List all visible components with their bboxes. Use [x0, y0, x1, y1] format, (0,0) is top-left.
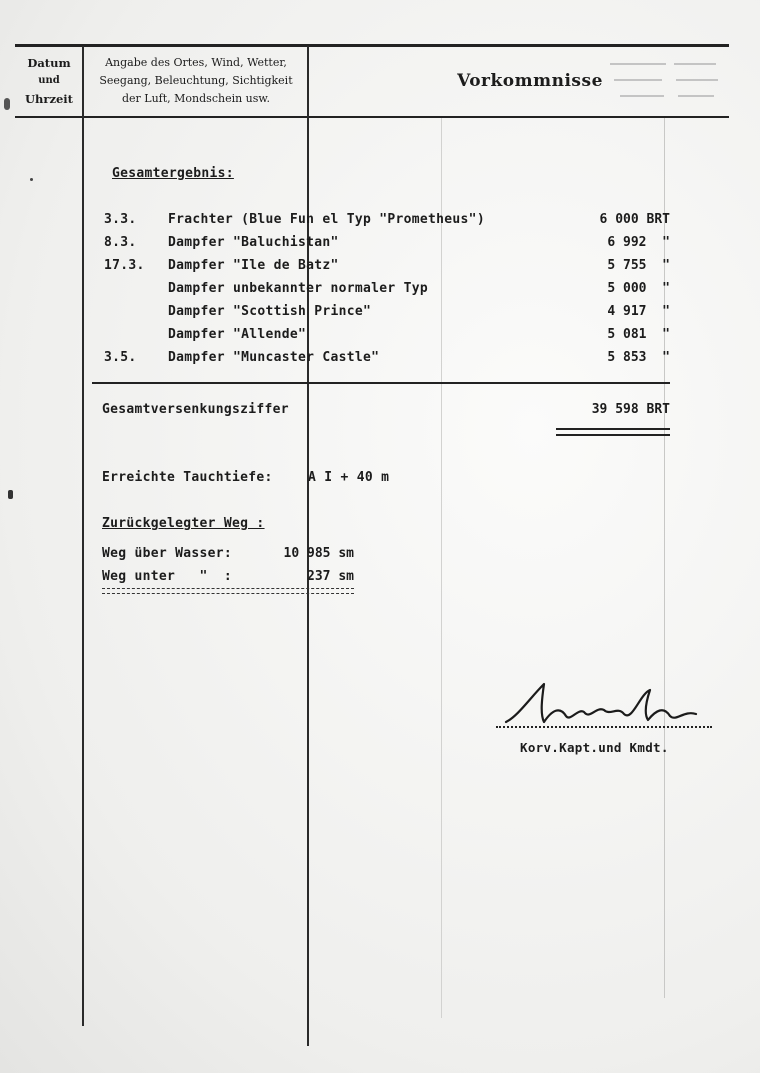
depth-label: Erreichte Tauchtiefe:	[102, 470, 273, 485]
column-divider-date	[82, 46, 84, 1026]
scan-speck	[4, 98, 10, 110]
row-date: 3.3.	[104, 212, 137, 227]
row-tonnage: 6 000 BRT	[599, 212, 670, 227]
header-date-line-3: Uhrzeit	[25, 92, 73, 106]
header-date-line-2: und	[38, 75, 60, 86]
scan-speck	[30, 178, 33, 181]
header-date-line-1: Datum	[27, 56, 71, 70]
total-double-rule-2	[556, 434, 670, 436]
row-tonnage: 5 081 "	[607, 327, 670, 342]
column-divider-faint	[441, 118, 442, 1018]
row-description: Dampfer unbekannter normaler Typ	[168, 281, 429, 296]
row-description: Frachter (Blue Fun el Typ "Prometheus")	[168, 212, 485, 227]
header-weather-line-1: Angabe des Ortes, Wind, Wetter,	[105, 56, 287, 69]
bleed-through-marks	[606, 56, 726, 108]
total-value: 39 598 BRT	[591, 402, 670, 417]
total-label: Gesamtversenkungsziffer	[102, 402, 289, 417]
row-tonnage: 6 992 "	[607, 235, 670, 250]
header-events-title: Vorkommnisse	[457, 71, 603, 91]
column-divider-right	[664, 118, 665, 998]
row-description: Dampfer "Baluchistan"	[168, 235, 339, 250]
row-tonnage: 4 917 "	[607, 304, 670, 319]
row-tonnage: 5 853 "	[607, 350, 670, 365]
depth-value: A I + 40 m	[308, 470, 390, 485]
header-top-rule	[15, 44, 729, 47]
total-double-rule-1	[556, 428, 670, 430]
distance-heading: Zurückgelegter Weg :	[102, 516, 265, 531]
distance-above-label: Weg über Wasser:	[102, 546, 233, 561]
row-date: 17.3.	[104, 258, 145, 273]
signature-title: Korv.Kapt.und Kmdt.	[520, 740, 669, 755]
header-weather-line-3: der Luft, Mondschein usw.	[121, 92, 271, 105]
distance-end-rule-1	[102, 588, 354, 589]
summary-heading: Gesamtergebnis:	[112, 166, 234, 181]
row-date: 8.3.	[104, 235, 137, 250]
header-bottom-rule	[15, 116, 729, 118]
row-description: Dampfer "Allende"	[168, 327, 307, 342]
header-weather-line-2: Seegang, Beleuchtung, Sichtigkeit	[99, 74, 293, 87]
header-weather-column	[86, 54, 306, 108]
distance-below-label: Weg unter " :	[102, 569, 233, 584]
distance-end-rule-2	[102, 593, 354, 594]
scan-speck	[8, 490, 13, 499]
row-tonnage: 5 755 "	[607, 258, 670, 273]
distance-above-value: 10 985 sm	[283, 546, 354, 561]
bleed-through-scribbles	[606, 56, 726, 108]
row-date: 3.5.	[104, 350, 137, 365]
sum-rule	[92, 382, 670, 384]
signature-dotted-line	[496, 726, 712, 728]
row-description: Dampfer "Muncaster Castle"	[168, 350, 380, 365]
row-description: Dampfer "Scottish Prince"	[168, 304, 372, 319]
row-tonnage: 5 000 "	[607, 281, 670, 296]
header-date-column	[18, 54, 80, 108]
distance-below-value: 237 sm	[307, 569, 354, 584]
row-description: Dampfer "Ile de Batz"	[168, 258, 339, 273]
